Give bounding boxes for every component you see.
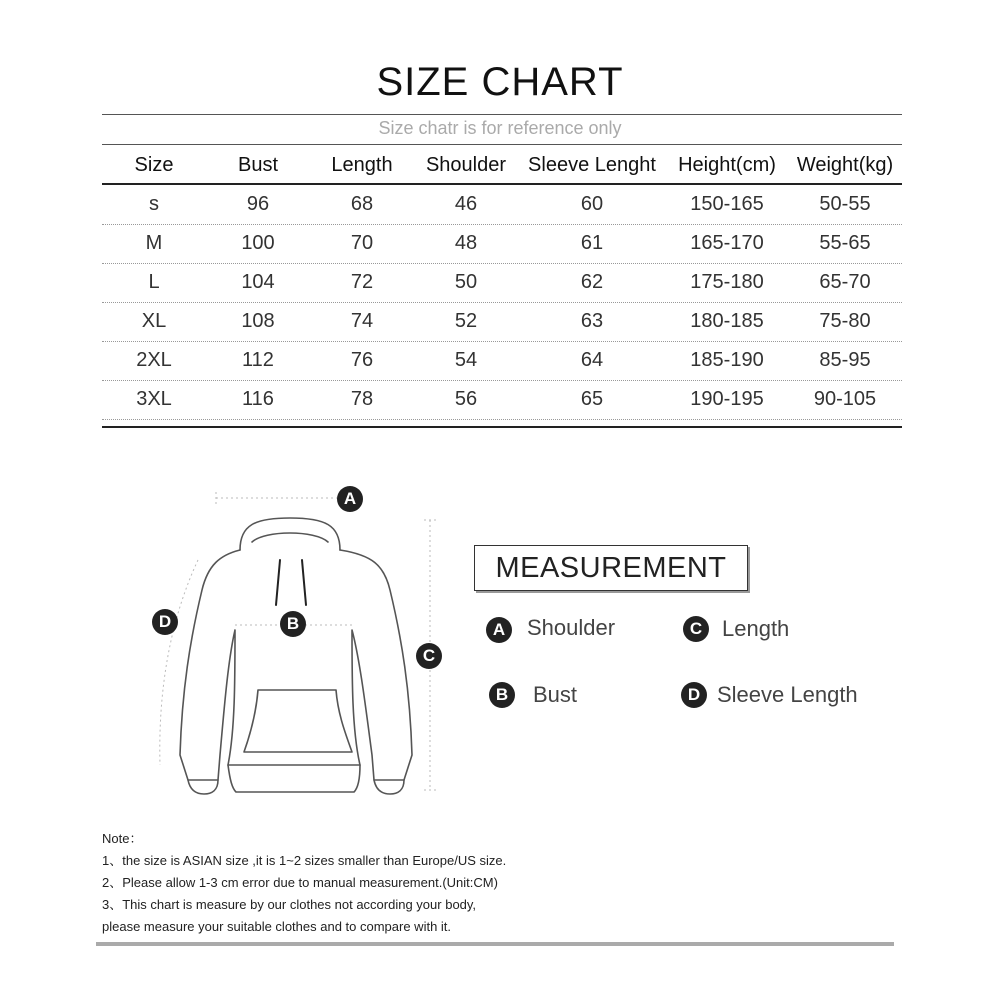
legend-c-badge: C [683,616,709,642]
page-title: SIZE CHART [376,60,624,104]
row-divider [102,419,902,420]
cell-weight: 90-105 [813,388,877,410]
cell-weight: 75-80 [819,310,871,332]
header-shoulder: Shoulder [425,154,507,176]
table-top-border [102,144,902,145]
measurement-title: MEASUREMENT [495,552,727,584]
header-weight: Weight(kg) [796,154,894,176]
table-header-row [102,154,902,177]
cell-size: s [149,193,159,215]
cell-weight: 55-65 [819,232,871,254]
table-row [102,310,902,333]
cell-shoulder: 46 [454,193,478,215]
cell-shoulder: 56 [454,388,478,410]
marker-d-badge: D [152,609,178,635]
cell-length: 70 [350,232,374,254]
title-divider [102,114,902,115]
cell-size: L [148,271,160,293]
measurement-guides [160,492,436,790]
legend-shoulder-label: Shoulder [527,615,616,640]
table-row [102,388,902,411]
legend-sleeve-length-label: Sleeve Length [717,682,858,707]
cell-weight: 50-55 [819,193,871,215]
legend-length-label: Length [722,616,790,641]
header-sleeve-length: Sleeve Lenght [528,154,656,176]
cell-shoulder: 54 [454,349,478,371]
note-line: 2、Please allow 1-3 cm error due to manual measurement.(Unit:CM) [102,875,498,890]
cell-height: 190-195 [690,388,764,410]
cell-length: 72 [350,271,374,293]
hoodie-diagram [140,480,460,800]
cell-height: 175-180 [690,271,764,293]
row-divider [102,224,902,225]
cell-bust: 100 [241,232,275,254]
header-size: Size [134,154,174,176]
cell-size: XL [141,310,167,332]
cell-weight: 65-70 [819,271,871,293]
cell-sleeve-length: 62 [580,271,604,293]
header-divider [102,183,902,185]
measurement-title-box [474,545,748,591]
cell-shoulder: 48 [454,232,478,254]
cell-size: M [145,232,163,254]
cell-height: 185-190 [690,349,764,371]
header-bust: Bust [237,154,279,176]
cell-sleeve-length: 64 [580,349,604,371]
cell-size: 2XL [136,349,172,371]
cell-height: 165-170 [690,232,764,254]
cell-sleeve-length: 61 [580,232,604,254]
legend-b-badge: B [489,682,515,708]
marker-b-badge: B [280,611,306,637]
hoodie-outline-icon [180,518,412,794]
cell-bust: 116 [242,388,274,410]
note-line: 1、the size is ASIAN size ,it is 1~2 sizes smaller than Europe/US size. [102,853,507,868]
legend-d-badge: D [681,682,707,708]
table-row [102,349,902,372]
cell-bust: 104 [241,271,275,293]
note-line: please measure your suitable clothes and to compare with it. [102,919,452,934]
cell-shoulder: 50 [454,271,478,293]
cell-bust: 112 [242,349,274,371]
cell-sleeve-length: 63 [580,310,604,332]
row-divider [102,263,902,264]
marker-c-badge: C [416,643,442,669]
cell-length: 78 [350,388,374,410]
cell-height: 150-165 [690,193,764,215]
header-length: Length [331,154,393,176]
cell-length: 68 [350,193,374,215]
cell-sleeve-length: 65 [580,388,604,410]
table-row [102,271,902,294]
header-height: Height(cm) [678,154,776,176]
table-bottom-border [102,426,902,428]
notes-heading: Note： [102,831,143,846]
table-row [102,193,902,216]
cell-weight: 85-95 [819,349,871,371]
row-divider [102,341,902,342]
cell-height: 180-185 [690,310,764,332]
subtitle: Size chatr is for reference only [378,118,622,138]
cell-length: 76 [350,349,374,371]
marker-a-badge: A [337,486,363,512]
note-line: 3、This chart is measure by our clothes not according your body, [102,897,477,912]
table-row [102,232,902,255]
cell-shoulder: 52 [454,310,478,332]
cell-bust: 108 [241,310,275,332]
row-divider [102,302,902,303]
notes-section [102,828,506,938]
legend-bust-label: Bust [533,682,578,707]
row-divider [102,380,902,381]
bottom-divider [96,942,894,946]
cell-size: 3XL [136,388,172,410]
cell-bust: 96 [246,193,270,215]
legend-a-badge: A [486,617,512,643]
cell-length: 74 [350,310,374,332]
cell-sleeve-length: 60 [580,193,604,215]
